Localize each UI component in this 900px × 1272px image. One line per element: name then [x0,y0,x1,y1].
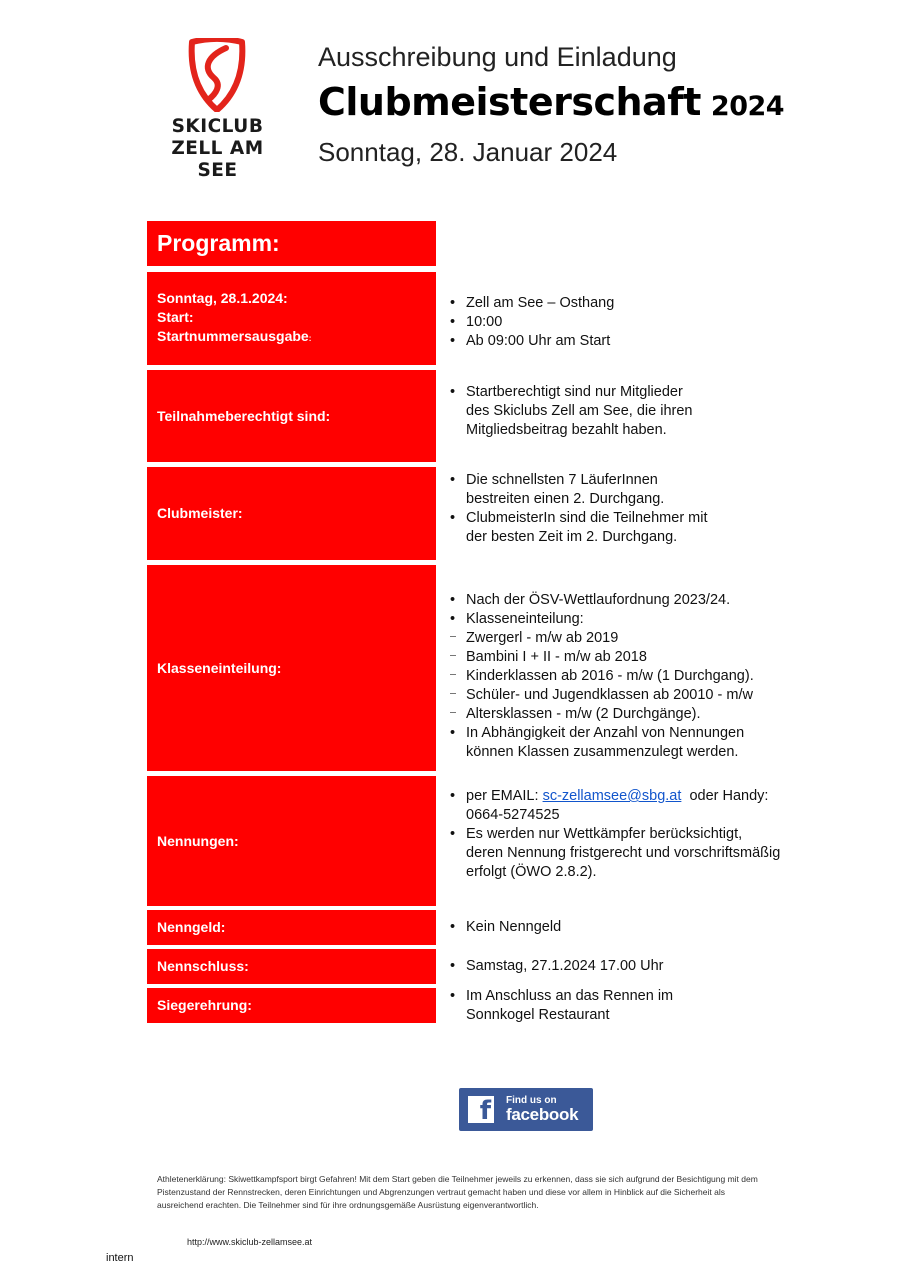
list-item: • ClubmeisterIn sind die Teilnehmer mit der besten Zeit im 2. Durchgang. [450,509,708,547]
program-value-deadline [450,957,664,976]
list-item: • Nach der ÖSV-Wettlaufordnung 2023/24. [450,591,754,610]
logo-line-2: ZELL AM SEE [171,138,264,181]
program-heading: Programm: [147,221,436,266]
list-item: • Kein Nenngeld [450,918,561,937]
page-title [318,80,784,124]
email-link[interactable]: sc-zellamsee@sbg.at [542,788,682,804]
facebook-line-2: facebook [506,1105,579,1124]
label-text: Nenngeld: [157,919,226,935]
list-item: • 10:00 [450,313,614,332]
program-value-entries [450,787,780,882]
program-value-eligibility [450,383,692,440]
sub-list-item: Kinderklassen ab 2016 - m/w (1 Durchgang). [450,667,754,686]
program-value-classes [450,591,754,762]
label-text: Siegerehrung: [157,997,252,1013]
skiclub-logo [150,38,285,181]
label-line: Sonntag, 28.1.2024: [157,290,288,306]
program-value-schedule [450,294,614,351]
program-label-entries [147,776,436,906]
label-text: Nennschluss: [157,958,249,974]
label-text: Clubmeister: [157,505,243,521]
list-item: • Zell am See – Osthang [450,294,614,313]
facebook-f-icon: f [468,1096,494,1123]
phone-number: 0664-5274525 [466,807,560,823]
program-label-clubmeister [147,467,436,560]
program-label-eligibility [147,370,436,462]
label-line: Start: [157,309,194,325]
list-item: • Ab 09:00 Uhr am Start [450,332,614,351]
list-item: • Klasseneinteilung: [450,610,754,629]
sub-list-item: Zwergerl - m/w ab 2019 [450,629,754,648]
label-text: Teilnahmeberechtigt sind: [157,407,331,424]
sub-list-item: Schüler- und Jugendklassen ab 20010 - m/w [450,686,754,705]
list-item: • Die schnellsten 7 LäuferInnen bestreiten einen 2. Durchgang. [450,471,708,509]
program-label-ceremony [147,988,436,1023]
list-item: • Es werden nur Wettkämpfer berücksichtigt, deren Nennung fristgerecht und vorschriftsmäßig erfolgt (ÖWO 2.8.2). [450,825,780,882]
header-subtitle: Ausschreibung und Einladung [318,42,677,72]
sub-list-item: Altersklassen - m/w (2 Durchgänge). [450,705,754,724]
program-value-clubmeister [450,471,708,547]
website-url[interactable]: http://www.skiclub-zellamsee.at [187,1237,313,1247]
label-text: Nennungen: [157,832,239,849]
program-value-fee [450,918,561,937]
program-label-classes [147,565,436,771]
list-item: • In Abhängigkeit der Anzahl von Nennungen können Klassen zusammenzulegt werden. [450,724,754,762]
title-year: 2024 [710,91,785,122]
event-date: Sonntag, 28. Januar 2024 [318,137,618,167]
facebook-line-1: Find us on [506,1095,557,1106]
list-item: • Samstag, 27.1.2024 17.00 Uhr [450,957,664,976]
list-item: • Im Anschluss an das Rennen im Sonnkogel Restaurant [450,987,673,1025]
program-label-schedule [147,272,436,365]
classification-label: intern [106,1252,134,1264]
logo-line-1: SKICLUB [171,116,264,137]
facebook-badge[interactable] [459,1088,593,1131]
program-label-fee [147,910,436,945]
list-item: • per EMAIL: sc-zellamsee@sbg.at oder Handy: 0664-5274525 [450,787,780,825]
title-text: Clubmeisterschaft [318,80,701,124]
program-value-ceremony [450,987,673,1025]
label-text: Klasseneinteilung: [157,659,282,676]
label-line: Startnummersausgabe: [157,328,312,344]
list-item: • Startberechtigt sind nur Mitglieder des Skiclubs Zell am See, die ihren Mitgliedsbeitrag bezahlt haben. [450,383,692,440]
athlete-disclaimer: Athletenerklärung: Skiwettkampfsport birgt Gefahren! Mit dem Start geben die Teilnehmer jeweils zu erkennen, dass sie sich aufgrund der Besichtigung mit dem Pistenzustand der Rennstrecken, deren Einrichtungen und Abgrenzungen vertraut gemacht haben und diese vor allem in Hinblick auf die Sicherheit als ausreichend erachten. Die Teilnehmer sind für ihre ordnungsgemäße Ausrüstung eigenverantwortlich. [157,1174,758,1210]
program-label-deadline [147,949,436,984]
sub-list-item: Bambini I + II - m/w ab 2018 [450,648,754,667]
shield-logo-icon [186,38,248,112]
